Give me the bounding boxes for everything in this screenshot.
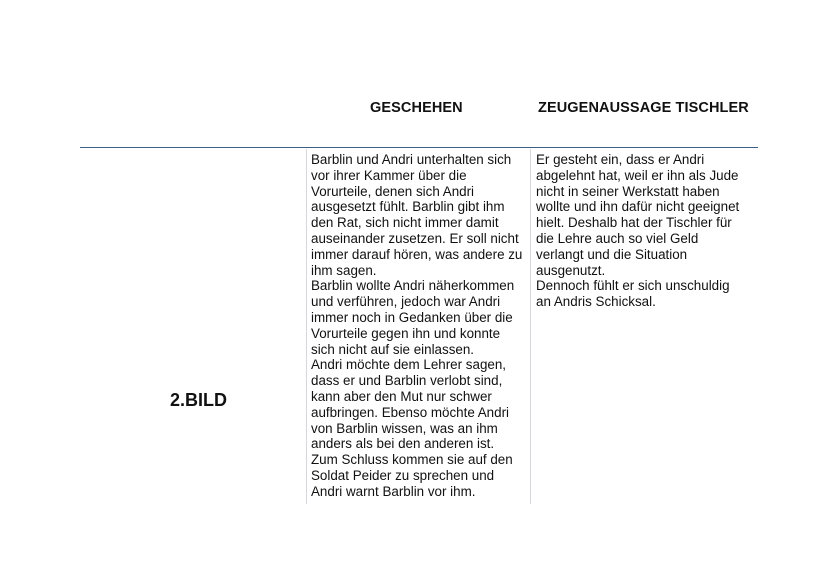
text-line: verlangt und die Situation <box>536 246 688 262</box>
text-line: Soldat Peider zu sprechen und <box>311 467 495 483</box>
text-line: Vorurteile gegen ihn und konnte <box>311 325 501 341</box>
text-line: kann aber den Mut nur schwer <box>311 388 492 404</box>
text-line: immer darauf hören, was andere zu <box>311 246 523 262</box>
text-line: aufbringen. Ebenso möchte Andri <box>311 404 510 420</box>
header-divider-line <box>80 147 758 148</box>
text-line: von Barblin wissen, was an ihm <box>311 420 498 436</box>
text-line: ausgenutzt. <box>536 262 606 278</box>
cell-geschehen-text <box>311 152 533 500</box>
text-line: anders als bei den anderen ist. <box>311 436 495 452</box>
text-line: an Andris Schicksal. <box>536 294 656 310</box>
column-header-geschehen: GESCHEHEN <box>370 100 463 116</box>
text-line: dass er und Barblin verlobt sind, <box>311 373 503 389</box>
text-line: und verführen, jedoch war Andri <box>311 294 501 310</box>
text-line: Andri möchte dem Lehrer sagen, <box>311 357 507 373</box>
text-line: abgelehnt hat, weil er ihn als Jude <box>536 167 739 183</box>
text-line: Zum Schluss kommen sie auf den <box>311 452 513 468</box>
column-header-zeugenaussage-tischler: ZEUGENAUSSAGE TISCHLER <box>538 100 749 116</box>
text-line: vor ihrer Kammer über die <box>311 167 467 183</box>
text-line: Barblin wollte Andri näherkommen <box>311 278 515 294</box>
text-line: wollte und ihn dafür nicht geeignet <box>536 199 740 215</box>
text-line: ausgesetzt fühlt. Barblin gibt ihm <box>311 199 505 215</box>
text-line: Barblin und Andri unterhalten sich <box>311 152 512 167</box>
text-line: Andri warnt Barblin vor ihm. <box>311 483 476 499</box>
text-line: sich nicht auf sie einlassen. <box>311 341 475 357</box>
row-label-2-bild: 2.BILD <box>170 390 228 410</box>
text-line: ihm sagen. <box>311 262 377 278</box>
text-line: Vorurteile, denen sich Andri <box>311 183 475 199</box>
column-divider-1 <box>306 149 307 504</box>
text-line: den Rat, sich nicht immer damit <box>311 215 499 231</box>
text-line: die Lehre auch so viel Geld <box>536 230 699 246</box>
text-line: immer noch in Gedanken über die <box>311 309 513 325</box>
text-line: Dennoch fühlt er sich unschuldig <box>536 278 730 294</box>
cell-zeugenaussage-text <box>536 152 756 310</box>
text-line: auseinander zusetzen. Er soll nicht <box>311 230 519 246</box>
text-line: Er gesteht ein, dass er Andri <box>536 152 705 167</box>
text-line: hielt. Deshalb hat der Tischler für <box>536 215 732 231</box>
text-line: nicht in seiner Werkstatt haben <box>536 183 720 199</box>
